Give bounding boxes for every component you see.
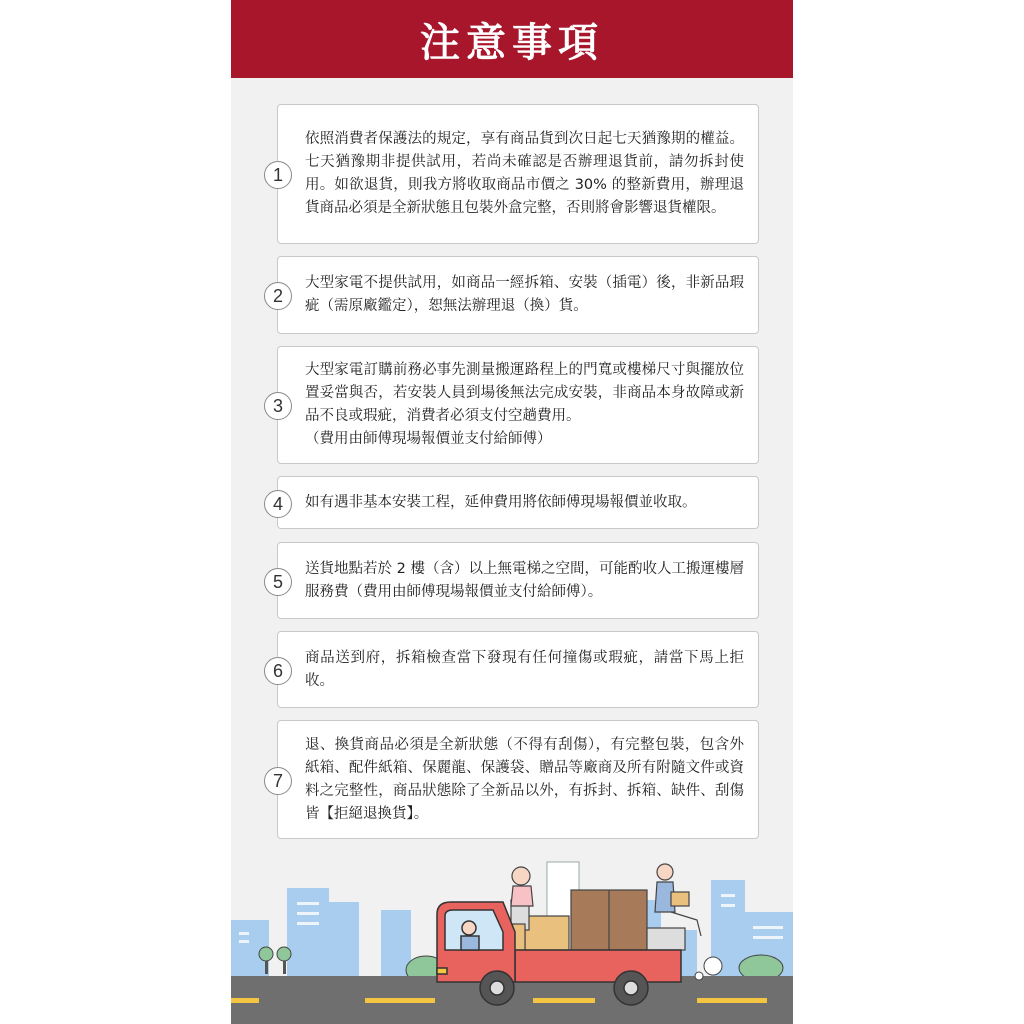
notice-text-4: 如有遇非基本安裝工程，延伸費用將依師傅現場報價並收取。 [305, 494, 697, 510]
notice-card-4 [272, 476, 759, 529]
notice-number-3: 3 [264, 392, 292, 420]
notice-text-3 [305, 359, 744, 451]
notice-card-6 [272, 631, 759, 708]
notice-text-3-note: （費用由師傅現場報價並支付給師傅） [305, 431, 552, 447]
notice-number-1: 1 [264, 161, 292, 189]
page-title: 注意事項 [420, 19, 604, 66]
notice-number-2: 2 [264, 282, 292, 310]
notice-card-1 [272, 104, 759, 244]
notice-number-6: 6 [264, 657, 292, 685]
notice-card-7 [272, 720, 759, 839]
notice-text-1: 依照消費者保護法的規定，享有商品貨到次日起七天猶豫期的權益。七天猶豫期非提供試用，若尚未確認是否辦理退貨前，請勿拆封使用。如欲退貨，則我方將收取商品市價之 30% 的整新費用，辦理退貨商品必須是全新狀態且包裝外盒完整，否則將會影響退貨權限。 [305, 131, 744, 216]
notice-text-6: 商品送到府，拆箱檢查當下發現有任何撞傷或瑕疵，請當下馬上拒收。 [305, 649, 744, 689]
header-bar [231, 0, 793, 78]
notice-card-3 [272, 346, 759, 464]
notice-text-2: 大型家電不提供試用，如商品一經拆箱、安裝（插電）後，非新品瑕疵（需原廠鑑定），恕無法辦理退（換）貨。 [305, 275, 744, 314]
notice-number-4: 4 [264, 490, 292, 518]
notice-panel [231, 0, 793, 1024]
notice-text-7: 退、換貨商品必須是全新狀態（不得有刮傷），有完整包裝，包含外紙箱、配件紙箱、保麗龍、保護袋、贈品等廠商及所有附隨文件或資料之完整性，商品狀態除了全新品以外，有拆封、拆箱、缺件、刮傷皆【拒絕退換貨】。 [305, 736, 744, 822]
notice-card-2 [272, 256, 759, 334]
delivery-truck-illustration [231, 840, 793, 1024]
notice-card-5 [272, 542, 759, 619]
notice-text-3-main: 大型家電訂購前務必事先測量搬運路程上的門寬或樓梯尺寸與擺放位置妥當與否，若安裝人員到場後無法完成安裝，非商品本身故障或新品不良或瑕疵，消費者必須支付空趟費用。 [305, 362, 744, 424]
notice-text-5: 送貨地點若於 2 樓（含）以上無電梯之空間，可能酌收人工搬運樓層服務費（費用由師傅現場報價並支付給師傅）。 [305, 560, 744, 600]
notice-number-7: 7 [264, 767, 292, 795]
notice-number-5: 5 [264, 568, 292, 596]
